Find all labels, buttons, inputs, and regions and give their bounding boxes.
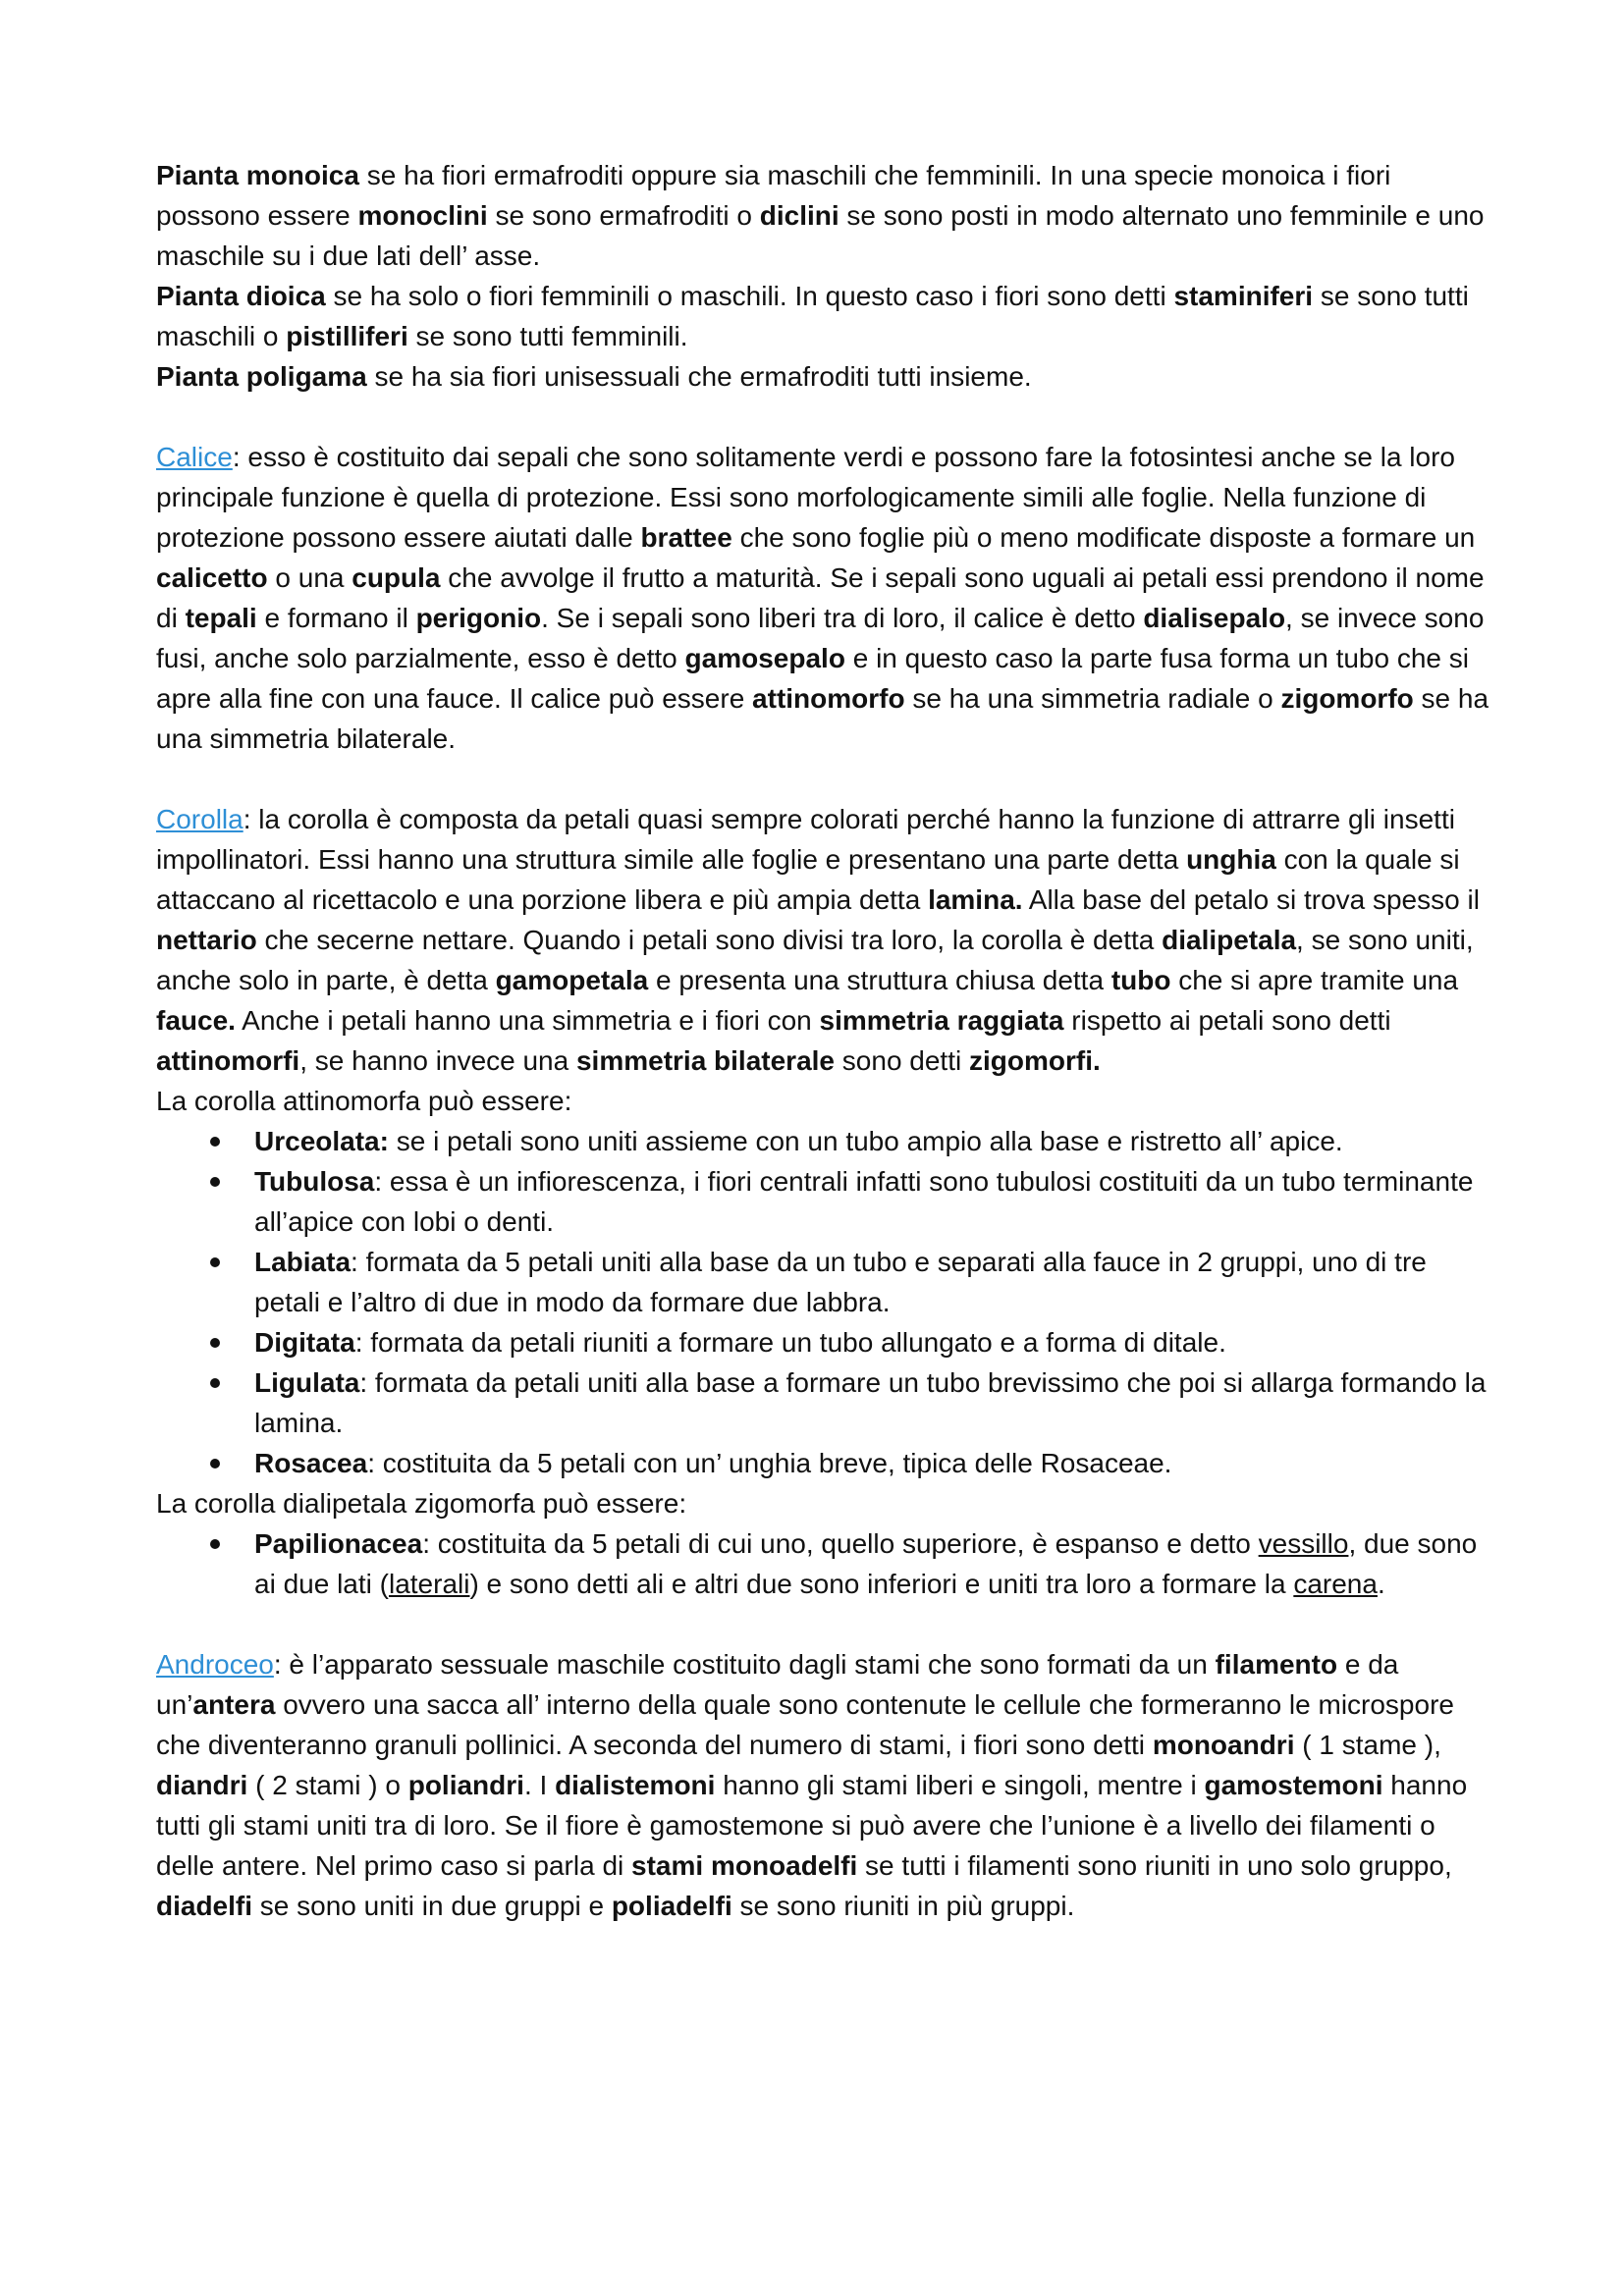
- term-lamina: lamina.: [928, 884, 1023, 915]
- term-dialipetala: dialipetala: [1162, 925, 1297, 955]
- bullet-icon: [210, 1338, 220, 1348]
- term-diadelfi: diadelfi: [156, 1891, 253, 1921]
- term-pianta-poligama: Pianta poligama: [156, 361, 367, 392]
- zigomorfa-intro: La corolla dialipetala zigomorfa può essere:: [156, 1488, 687, 1519]
- list-item: Labiata: formata da 5 petali uniti alla base da un tubo e separati alla fauce in 2 gruppi, uno di tre petali e l’altro di due in modo da formare due labbra.: [156, 1242, 1491, 1322]
- term-pianta-monoica: Pianta monoica: [156, 160, 359, 190]
- bullet-icon: [210, 1177, 220, 1187]
- term-gamostemoni: gamostemoni: [1204, 1770, 1383, 1800]
- term-dialisepalo: dialisepalo: [1143, 603, 1286, 633]
- term-diclini: diclini: [759, 200, 839, 231]
- bullet-icon: [210, 1378, 220, 1388]
- list-item: Papilionacea: costituita da 5 petali di cui uno, quello superiore, è espanso e detto vessillo, due sono ai due lati (laterali) e sono detti ali e altri due sono inferiori e uniti tra loro a formare la carena.: [156, 1523, 1491, 1604]
- paragraph-pianta-monoica: Pianta monoica se ha fiori ermafroditi oppure sia maschili che femminili. In una specie monoica i fiori possono essere monoclini se sono ermafroditi o diclini se sono posti in modo alternato uno femminile e uno maschile su i due lati dell’ asse.: [156, 160, 1485, 271]
- attinomorfa-list: [156, 1121, 1491, 1483]
- term-pianta-dioica: Pianta dioica: [156, 281, 326, 311]
- term-attinomorfi: attinomorfi: [156, 1045, 300, 1076]
- list-item: Tubulosa: essa è un infiorescenza, i fiori centrali infatti sono tubulosi costituiti da un tubo terminante all’apice con lobi o denti.: [156, 1161, 1491, 1242]
- term-filamento: filamento: [1215, 1649, 1338, 1680]
- term-perigonio: perigonio: [415, 603, 542, 633]
- term-zigomorfo: zigomorfo: [1280, 683, 1414, 714]
- term-monoclini: monoclini: [357, 200, 488, 231]
- term-laterali: laterali: [388, 1569, 470, 1599]
- list-item: Digitata: formata da petali riuniti a formare un tubo allungato e a forma di ditale.: [156, 1322, 1491, 1362]
- term-tepali: tepali: [185, 603, 257, 633]
- term-poliandri: poliandri: [407, 1770, 524, 1800]
- list-item: Urceolata: se i petali sono uniti assieme con un tubo ampio alla base e ristretto all’ apice.: [156, 1121, 1491, 1161]
- term-fauce: fauce.: [156, 1005, 236, 1036]
- term-gamopetala: gamopetala: [495, 965, 649, 995]
- term-carena: carena: [1293, 1569, 1378, 1599]
- term-antera: antera: [192, 1689, 276, 1720]
- term-unghia: unghia: [1186, 844, 1276, 875]
- term-brattee: brattee: [640, 522, 732, 553]
- corolla-link[interactable]: Corolla: [156, 804, 244, 834]
- spacer: [156, 397, 1491, 437]
- term-attinomorfo: attinomorfo: [752, 683, 905, 714]
- bullet-icon: [210, 1539, 220, 1549]
- term-vessillo: vessillo: [1258, 1528, 1349, 1559]
- document-page: [156, 155, 1491, 1926]
- term-tubo: tubo: [1110, 965, 1171, 995]
- term-cupula: cupula: [352, 562, 441, 593]
- term-simmetria-bilaterale: simmetria bilaterale: [575, 1045, 836, 1076]
- term-pistilliferi: pistilliferi: [286, 321, 408, 351]
- term-staminiferi: staminiferi: [1173, 281, 1314, 311]
- term-gamosepalo: gamosepalo: [684, 643, 845, 673]
- term-dialistemoni: dialistemoni: [555, 1770, 716, 1800]
- calice-link[interactable]: Calice: [156, 442, 233, 472]
- term-poliadelfi: poliadelfi: [611, 1891, 732, 1921]
- list-item: Ligulata: formata da petali uniti alla base a formare un tubo brevissimo che poi si allarga formando la lamina.: [156, 1362, 1491, 1443]
- paragraph-calice: Calice: esso è costituito dai sepali che sono solitamente verdi e possono fare la fotosintesi anche se la loro principale funzione è quella di protezione. Essi sono morfologicamente simili alle foglie. Nella funzione di protezione possono essere aiutati dalle brattee che sono foglie più o meno modificate disposte a formare un calicetto o una cupula che avvolge il frutto a maturità. Se i sepali sono uguali ai petali essi prendono il nome di tepali e formano il perigonio. Se i sepali sono liberi tra di loro, il calice è detto dialisepalo, se invece sono fusi, anche solo parzialmente, esso è detto gamosepalo e in questo caso la parte fusa forma un tubo che si apre alla fine con una fauce. Il calice può essere attinomorfo se ha una simmetria radiale o zigomorfo se ha una simmetria bilaterale.: [156, 442, 1489, 754]
- spacer: [156, 1604, 1491, 1644]
- term-simmetria-raggiata: simmetria raggiata: [819, 1005, 1064, 1036]
- bullet-icon: [210, 1257, 220, 1267]
- paragraph-corolla: Corolla: la corolla è composta da petali quasi sempre colorati perché hanno la funzione di attrarre gli insetti impollinatori. Essi hanno una struttura simile alle foglie e presentano una parte detta unghia con la quale si attaccano al ricettacolo e una porzione libera e più ampia detta lamina. Alla base del petalo si trova spesso il nettario che secerne nettare. Quando i petali sono divisi tra loro, la corolla è detta dialipetala, se sono uniti, anche solo in parte, è detta gamopetala e presenta una struttura chiusa detta tubo che si apre tramite una fauce. Anche i petali hanno una simmetria e i fiori con simmetria raggiata rispetto ai petali sono detti attinomorfi, se hanno invece una simmetria bilaterale sono detti zigomorfi.: [156, 804, 1480, 1076]
- spacer: [156, 759, 1491, 799]
- term-monoandri: monoandri: [1152, 1730, 1295, 1760]
- zigomorfa-list: [156, 1523, 1491, 1604]
- list-item: Rosacea: costituita da 5 petali con un’ unghia breve, tipica delle Rosaceae.: [156, 1443, 1491, 1483]
- paragraph-pianta-poligama: Pianta poligama se ha sia fiori unisessuali che ermafroditi tutti insieme.: [156, 361, 1032, 392]
- attinomorfa-intro: La corolla attinomorfa può essere:: [156, 1086, 572, 1116]
- androceo-link[interactable]: Androceo: [156, 1649, 274, 1680]
- bullet-icon: [210, 1459, 220, 1468]
- paragraph-pianta-dioica: Pianta dioica se ha solo o fiori femminili o maschili. In questo caso i fiori sono detti staminiferi se sono tutti maschili o pistilliferi se sono tutti femminili.: [156, 281, 1469, 351]
- term-calicetto: calicetto: [156, 562, 268, 593]
- bullet-icon: [210, 1137, 220, 1147]
- term-diandri: diandri: [156, 1770, 248, 1800]
- term-stami-monoadelfi: stami monoadelfi: [631, 1850, 858, 1881]
- term-zigomorfi: zigomorfi.: [969, 1045, 1101, 1076]
- paragraph-androceo: Androceo: è l’apparato sessuale maschile costituito dagli stami che sono formati da un filamento e da un’antera ovvero una sacca all’ interno della quale sono contenute le cellule che formeranno le microspore che diventeranno granuli pollinici. A seconda del numero di stami, i fiori sono detti monoandri ( 1 stame ), diandri ( 2 stami ) o poliandri. I dialistemoni hanno gli stami liberi e singoli, mentre i gamostemoni hanno tutti gli stami uniti tra di loro. Se il fiore è gamostemone si può avere che l’unione è a livello dei filamenti o delle antere. Nel primo caso si parla di stami monoadelfi se tutti i filamenti sono riuniti in uno solo gruppo, diadelfi se sono uniti in due gruppi e poliadelfi se sono riuniti in più gruppi.: [156, 1649, 1468, 1921]
- term-nettario: nettario: [156, 925, 257, 955]
